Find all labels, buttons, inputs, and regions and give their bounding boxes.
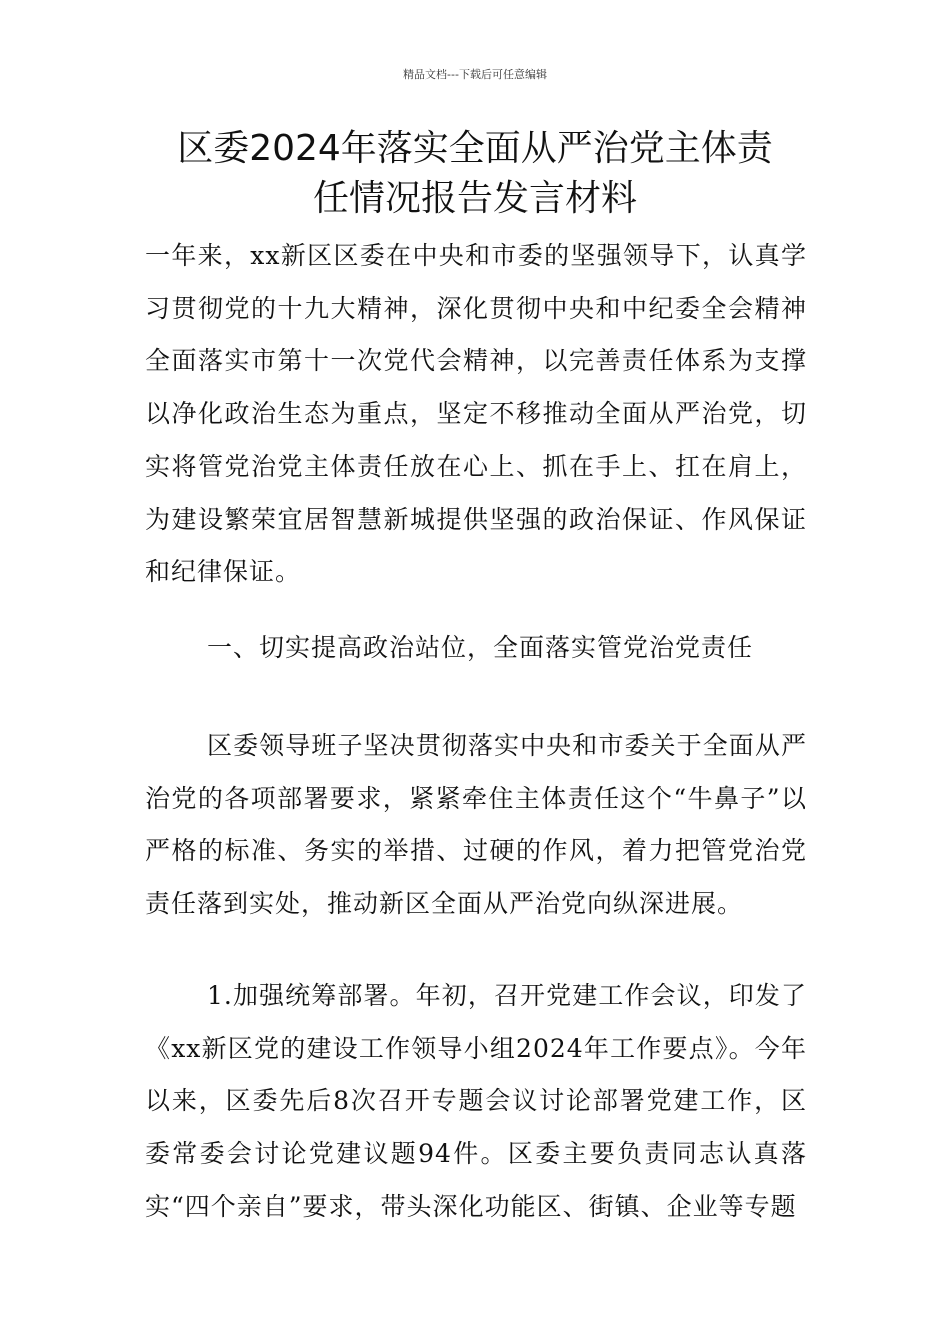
section-heading: 一、切实提高政治站位，全面落实管党治党责任 (207, 633, 754, 662)
header-note: 精品文档---下载后可任意编辑 (403, 68, 547, 81)
numbered-item-paragraph: 1.加强统筹部署。年初，召开党建工作会议，印发了《xx新区党的建设工作领导小组2024年工作要点》。今年以来，区委先后8次召开专题会议讨论部署党建工作，区委常委会讨论党建议题94件。区委主要负责同志认真落实“四个亲自”要求，带头深化功能区、街镇、企业等专题 (145, 981, 807, 1221)
section-paragraph: 区委领导班子坚决贯彻落实中央和市委关于全面从严治党的各项部署要求，紧紧牵住主体责任这个“牛鼻子”以严格的标准、务实的举措、过硬的作风，着力把管党治党责任落到实处，推动新区全面从严治党向纵深进展。 (145, 731, 807, 919)
document-title (130, 124, 820, 224)
intro-paragraph: 一年来，xx新区区委在中央和市委的坚强领导下，认真学习贯彻党的十九大精神，深化贯彻中央和中纪委全会精神全面落实市第十一次党代会精神，以完善责任体系为支撑以净化政治生态为重点，坚定不移推动全面从严治党，切实将管党治党主体责任放在心上、抓在手上、扛在肩上，为建设繁荣宜居智慧新城提供坚强的政治保证、作风保证和纪律保证。 (145, 241, 807, 587)
title-line-1: 区委2024年落实全面从严治党主体责 (177, 128, 773, 169)
title-line-2: 任情况报告发言材料 (312, 178, 637, 219)
